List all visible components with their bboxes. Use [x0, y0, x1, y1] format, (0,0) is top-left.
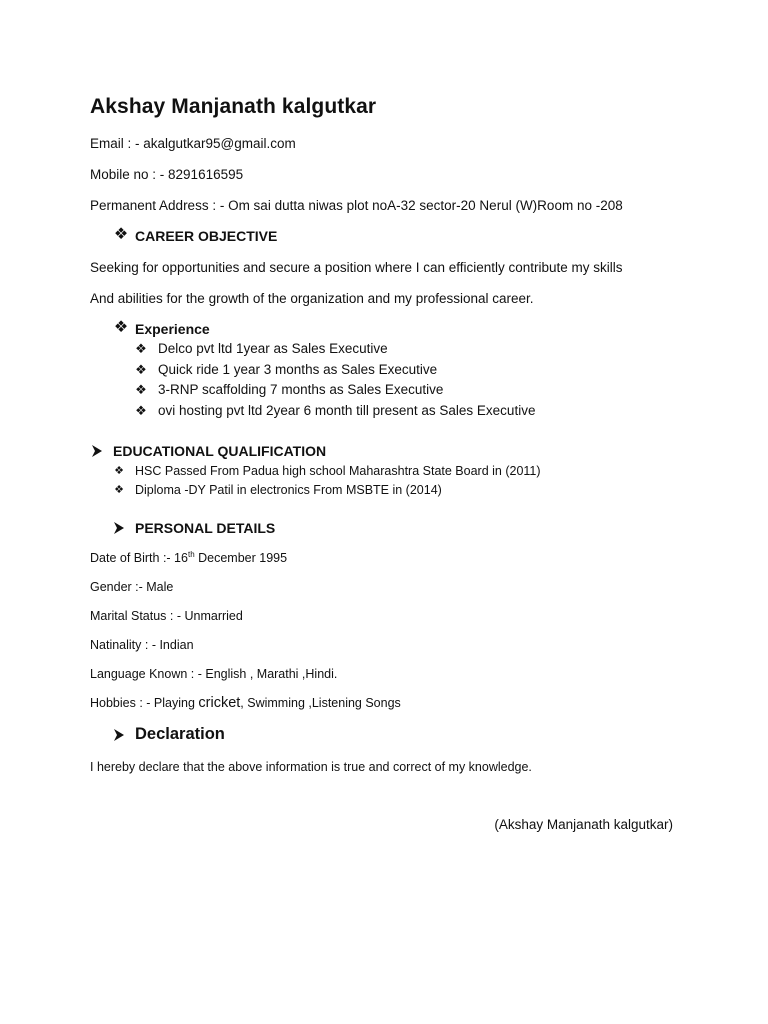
- dob-line: [90, 549, 287, 567]
- diamond-bullet-icon: ❖: [113, 319, 129, 336]
- arrowhead-icon: [113, 521, 125, 535]
- experience-item: Quick ride 1 year 3 months as Sales Executive: [158, 362, 438, 377]
- diamond-bullet-icon: ❖: [113, 226, 129, 243]
- experience-item: 3-RNP scaffolding 7 months as Sales Executive: [158, 382, 444, 397]
- mobile-line: Mobile no : - 8291616595: [90, 167, 244, 182]
- experience-item: ovi hosting pvt ltd 2year 6 month till present as Sales Executive: [158, 403, 536, 418]
- gender-line: Gender :- Male: [90, 580, 174, 594]
- email-line: Email : - akalgutkar95@gmail.com: [90, 136, 296, 151]
- education-heading: EDUCATIONAL QUALIFICATION: [113, 443, 327, 459]
- languages-line: Language Known : - English , Marathi ,Hindi.: [90, 667, 338, 681]
- personal-details-heading: PERSONAL DETAILS: [135, 520, 276, 536]
- education-item: HSC Passed From Padua high school Maharashtra State Board in (2011): [135, 464, 541, 478]
- declaration-heading: Declaration: [135, 725, 225, 743]
- diamond-bullet-icon: ❖: [114, 484, 124, 496]
- dob-superscript: th: [187, 550, 195, 559]
- resume-name: Akshay Manjanath kalgutkar: [90, 95, 377, 118]
- education-item: Diploma -DY Patil in electronics From MSBTE in (2014): [135, 483, 442, 497]
- hobbies-cricket: cricket: [198, 695, 241, 711]
- dob-prefix: Date of Birth :- 16: [90, 551, 188, 565]
- dob-suffix: December 1995: [194, 551, 288, 565]
- diamond-bullet-icon: ❖: [114, 465, 124, 477]
- experience-item: Delco pvt ltd 1year as Sales Executive: [158, 341, 388, 356]
- declaration-text: I hereby declare that the above information is true and correct of my knowledge.: [90, 760, 532, 774]
- experience-heading: Experience: [135, 321, 210, 337]
- career-objective-heading: CAREER OBJECTIVE: [135, 228, 278, 244]
- arrowhead-icon: [113, 728, 125, 742]
- hobbies-suffix: , Swimming ,Listening Songs: [240, 696, 401, 710]
- signature: (Akshay Manjanath kalgutkar): [494, 817, 673, 832]
- arrowhead-icon: [91, 444, 103, 458]
- diamond-bullet-icon: ❖: [135, 382, 147, 397]
- diamond-bullet-icon: ❖: [135, 403, 147, 418]
- objective-line: Seeking for opportunities and secure a position where I can efficiently contribute my skills: [90, 260, 623, 275]
- objective-line: And abilities for the growth of the organization and my professional career.: [90, 291, 534, 306]
- hobbies-prefix: Hobbies : - Playing: [90, 696, 199, 710]
- hobbies-line: [90, 694, 401, 712]
- address-line: Permanent Address : - Om sai dutta niwas plot noA-32 sector-20 Nerul (W)Room no -208: [90, 198, 623, 213]
- diamond-bullet-icon: ❖: [135, 362, 147, 377]
- diamond-bullet-icon: ❖: [135, 341, 147, 356]
- nationality-line: Natinality : - Indian: [90, 638, 194, 652]
- marital-status-line: Marital Status : - Unmarried: [90, 609, 243, 623]
